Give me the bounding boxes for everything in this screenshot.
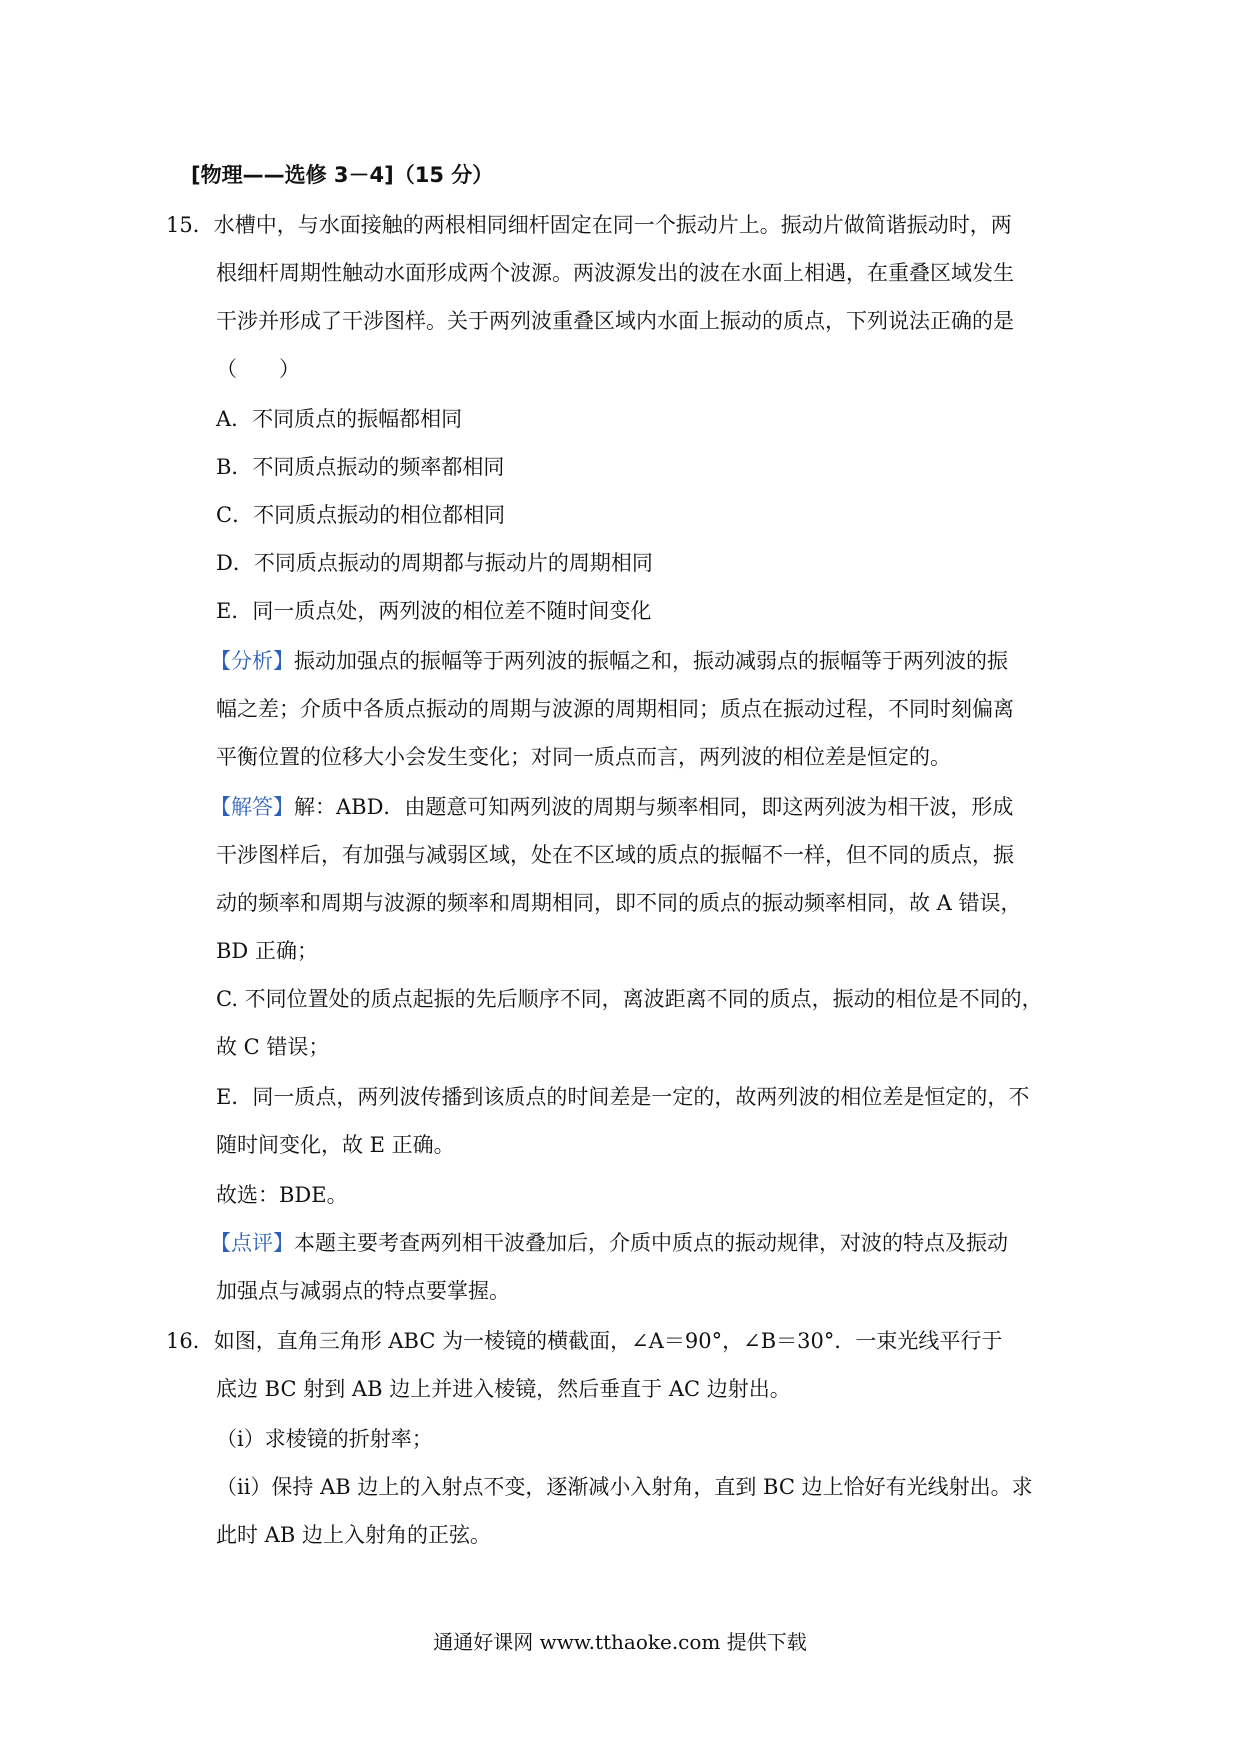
q15-analysis-line-1	[210, 646, 1008, 676]
q15-c-explanation-line-1: C. 不同位置处的质点起振的先后顺序不同，离波距离不同的质点，振动的相位是不同的，	[216, 987, 1043, 1011]
q15-analysis-line-3: 平衡位置的位移大小会发生变化；对同一质点而言，两列波的相位差是恒定的。	[216, 745, 951, 769]
q16-stem-line-1: 16．如图，直角三角形 ABC 为一棱镜的横截面，∠A＝90°，∠B＝30°．一束光线平行于	[166, 1329, 1003, 1353]
q15-answer-parentheses: （ ）	[216, 357, 300, 381]
q15-stem-line-2: 根细杆周期性触动水面形成两个波源。两波源发出的波在水面上相遇，在重叠区域发生	[216, 261, 1014, 285]
q15-solution-line-2: 干涉图样后，有加强与减弱区域，处在不区域的质点的振幅不一样，但不同的质点，振	[216, 843, 1014, 867]
q15-comment-line-2: 加强点与减弱点的特点要掌握。	[216, 1279, 510, 1303]
page-footer: 通通好课网 www.tthaoke.com 提供下载	[433, 1630, 807, 1654]
q15-option-c: C．不同质点振动的相位都相同	[216, 503, 506, 527]
q15-stem-line-1: 15．水槽中，与水面接触的两根相同细杆固定在同一个振动片上。振动片做简谐振动时，两	[166, 213, 1012, 237]
q15-e-explanation-line-1: E．同一质点，两列波传播到该质点的时间差是一定的，故两列波的相位差是恒定的，不	[216, 1085, 1030, 1109]
comment-tag: 【点评】	[210, 1231, 294, 1255]
analysis-tag: 【分析】	[210, 649, 294, 673]
q15-analysis-line-2: 幅之差；介质中各质点振动的周期与波源的周期相同；质点在振动过程，不同时刻偏离	[216, 697, 1014, 721]
q15-final-choice: 故选：BDE。	[216, 1183, 348, 1207]
section-title: [物理——选修 3－4]（15 分）	[191, 163, 494, 187]
solution-text: 解：ABD．由题意可知两列波的周期与频率相同，即这两列波为相干波，形成	[294, 795, 1014, 819]
q15-c-explanation-line-2: 故 C 错误；	[216, 1035, 330, 1059]
q16-part-ii-line-2: 此时 AB 边上入射角的正弦。	[216, 1523, 491, 1547]
q15-option-a: A．不同质点的振幅都相同	[216, 407, 463, 431]
q15-e-explanation-line-2: 随时间变化，故 E 正确。	[216, 1133, 455, 1157]
solution-tag: 【解答】	[210, 795, 294, 819]
q15-comment-line-1	[210, 1228, 1008, 1258]
q15-option-b: B．不同质点振动的频率都相同	[216, 455, 505, 479]
q15-option-d: D．不同质点振动的周期都与振动片的周期相同	[216, 551, 653, 575]
q15-option-e: E．同一质点处，两列波的相位差不随时间变化	[216, 599, 652, 623]
q15-solution-line-3: 动的频率和周期与波源的频率和周期相同，即不同的质点的振动频率相同，故 A 错误，	[216, 891, 1022, 915]
comment-text: 本题主要考查两列相干波叠加后，介质中质点的振动规律，对波的特点及振动	[294, 1231, 1008, 1255]
q15-solution-line-4: BD 正确；	[216, 939, 318, 963]
q16-part-i: （i）求棱镜的折射率；	[216, 1427, 433, 1451]
q16-stem-line-2: 底边 BC 射到 AB 边上并进入棱镜，然后垂直于 AC 边射出。	[216, 1377, 791, 1401]
analysis-text: 振动加强点的振幅等于两列波的振幅之和，振动减弱点的振幅等于两列波的振	[294, 649, 1008, 673]
q16-part-ii-line-1: （ii）保持 AB 边上的入射点不变，逐渐减小入射角，直到 BC 边上恰好有光线射出。求	[216, 1475, 1033, 1499]
q15-solution-line-1	[210, 792, 1013, 822]
q15-stem-line-3: 干涉并形成了干涉图样。关于两列波重叠区域内水面上振动的质点，下列说法正确的是	[216, 309, 1014, 333]
